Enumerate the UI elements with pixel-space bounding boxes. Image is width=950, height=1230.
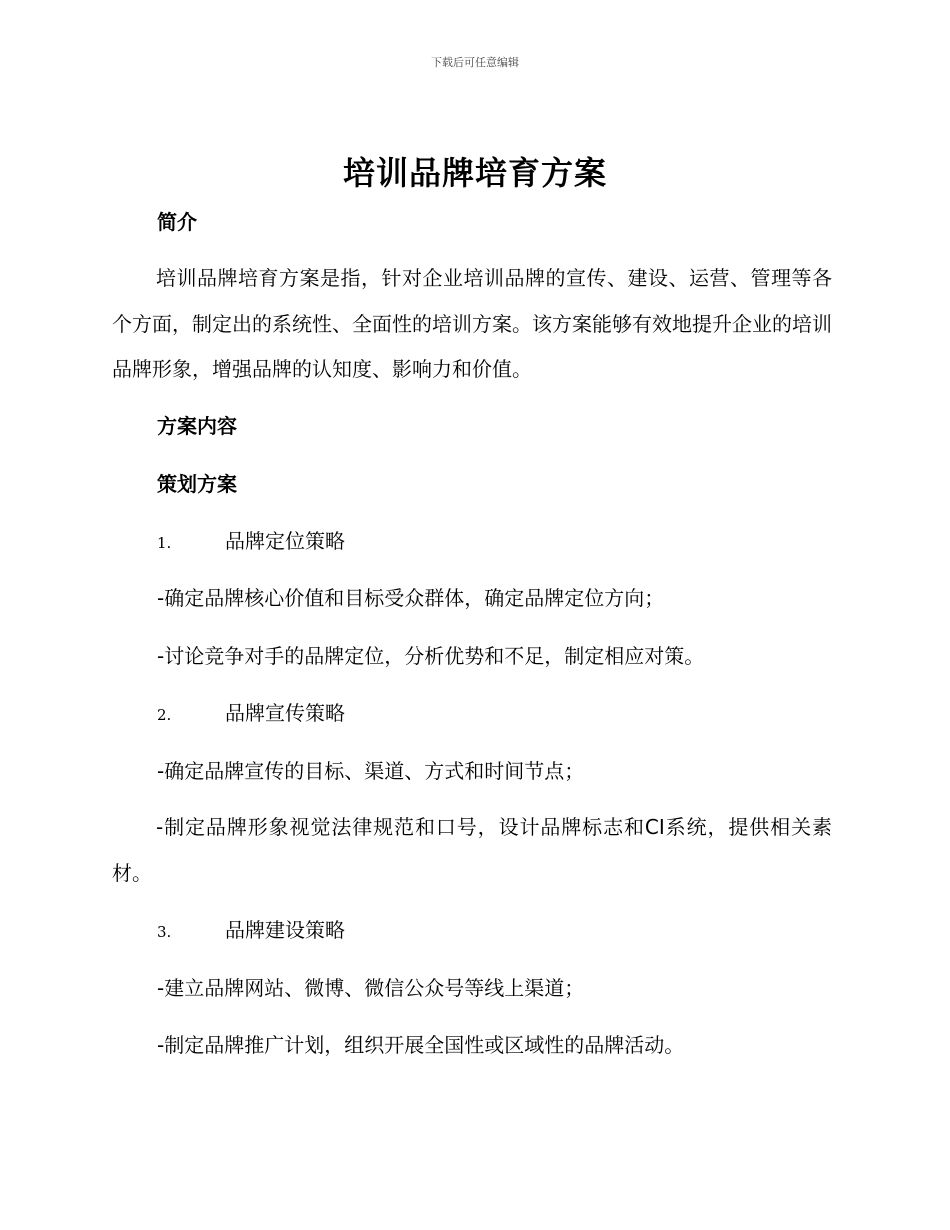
plan-heading: 策划方案	[157, 472, 237, 496]
list-item-1	[157, 527, 345, 557]
list-item-2	[157, 699, 345, 729]
intro-paragraph: 培训品牌培育方案是指，针对企业培训品牌的宣传、建设、运营、管理等各个方面，制定出的系统性、全面性的培训方案。该方案能够有效地提升企业的培训品牌形象，增强品牌的认知度、影响力和价值。	[112, 266, 832, 381]
page-header-note: 下载后可任意编辑	[431, 56, 519, 69]
document-title: 培训品牌培育方案	[342, 154, 607, 192]
content-heading: 方案内容	[157, 414, 237, 438]
list-item-number: 3.	[157, 923, 172, 941]
list-item-title: 品牌定位策略	[225, 529, 345, 553]
list-item-point: -建立品牌网站、微博、微信公众号等线上渠道；	[157, 976, 585, 1000]
list-item-point: -讨论竞争对手的品牌定位，分析优势和不足，制定相应对策。	[157, 644, 705, 668]
list-item-number: 2.	[157, 706, 172, 724]
list-item-point: -确定品牌宣传的目标、渠道、方式和时间节点；	[157, 759, 585, 783]
intro-heading: 简介	[157, 210, 197, 234]
list-item-number: 1.	[157, 534, 172, 552]
list-item-3	[157, 916, 345, 946]
list-item-point: -制定品牌形象视觉法律规范和口号，设计品牌标志和CI系统，提供相关素材。	[112, 815, 832, 885]
list-item-point: -制定品牌推广计划，组织开展全国性或区域性的品牌活动。	[157, 1033, 685, 1057]
list-item-title: 品牌宣传策略	[225, 701, 345, 725]
list-item-title: 品牌建设策略	[225, 918, 345, 942]
list-item-point: -确定品牌核心价值和目标受众群体，确定品牌定位方向；	[157, 586, 665, 610]
